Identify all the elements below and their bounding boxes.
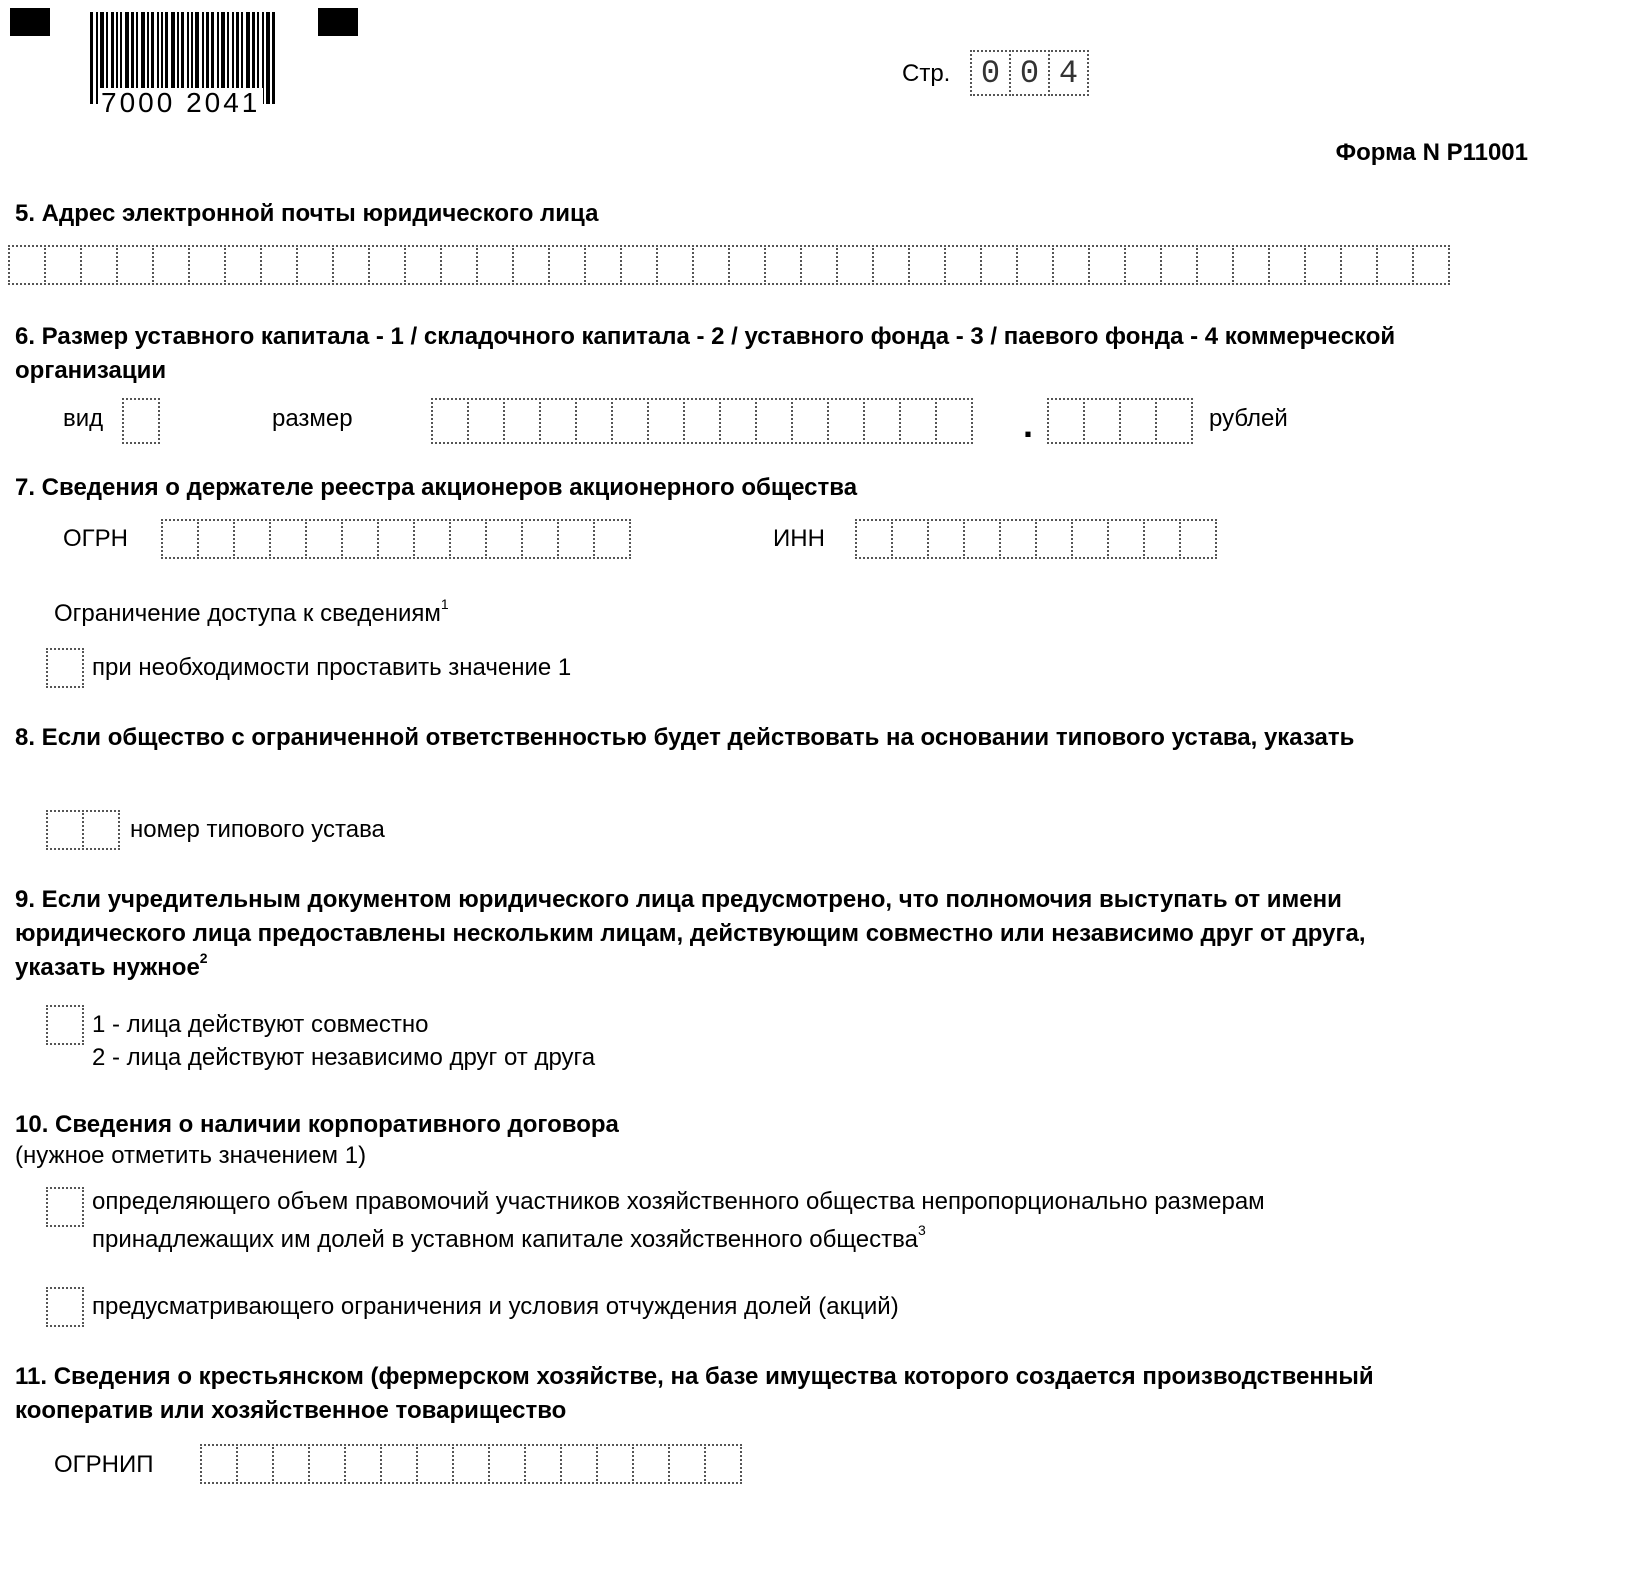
- authority-option-1: 1 - лица действуют совместно: [92, 1011, 429, 1038]
- input-cell[interactable]: [1340, 245, 1378, 285]
- input-cell[interactable]: [632, 1444, 670, 1484]
- input-cell[interactable]: [308, 1444, 346, 1484]
- option-line: принадлежащих им долей в уставном капитале хозяйственного общества: [92, 1226, 918, 1253]
- input-cell[interactable]: [305, 519, 343, 559]
- input-cell[interactable]: [1047, 398, 1085, 444]
- section-11-title: [15, 1360, 1374, 1428]
- capital-size-field[interactable]: [431, 398, 971, 444]
- input-cell[interactable]: [1088, 245, 1126, 285]
- input-cell[interactable]: [1052, 245, 1090, 285]
- capital-kind-label: вид: [63, 405, 104, 432]
- section-10-subtitle: (нужное отметить значением 1): [15, 1142, 367, 1169]
- access-restriction-checkbox[interactable]: [46, 648, 82, 688]
- input-cell[interactable]: [152, 245, 190, 285]
- capital-size-label: размер: [272, 405, 353, 432]
- page-digit-cell: 4: [1048, 50, 1089, 96]
- input-cell[interactable]: [863, 398, 901, 444]
- input-cell[interactable]: [44, 245, 82, 285]
- email-field[interactable]: [8, 245, 1448, 285]
- registration-marker-right: [318, 8, 358, 36]
- ogrn-label: ОГРН: [63, 525, 129, 552]
- input-cell[interactable]: [260, 245, 298, 285]
- input-cell[interactable]: [755, 398, 793, 444]
- input-cell[interactable]: [719, 398, 757, 444]
- input-cell[interactable]: [467, 398, 505, 444]
- form-title: Форма N Р11001: [1335, 139, 1528, 166]
- input-cell[interactable]: [524, 1444, 562, 1484]
- barcode-stripe: [272, 12, 275, 104]
- input-cell[interactable]: [449, 519, 487, 559]
- input-cell[interactable]: [440, 245, 478, 285]
- input-cell[interactable]: [593, 519, 631, 559]
- input-cell[interactable]: [980, 245, 1018, 285]
- input-cell[interactable]: [927, 519, 965, 559]
- input-cell[interactable]: [269, 519, 307, 559]
- input-cell[interactable]: [548, 245, 586, 285]
- input-cell[interactable]: [584, 245, 622, 285]
- inn-label: ИНН: [773, 525, 825, 552]
- input-cell[interactable]: [46, 810, 84, 850]
- input-cell[interactable]: [377, 519, 415, 559]
- input-cell[interactable]: [233, 519, 271, 559]
- input-cell[interactable]: [855, 519, 893, 559]
- input-cell[interactable]: [908, 245, 946, 285]
- corporate-agreement-option-2: предусматривающего ограничения и условия отчуждения долей (акций): [92, 1293, 899, 1320]
- charter-number-field[interactable]: [46, 810, 118, 850]
- section-6-title: [15, 320, 1395, 388]
- access-restriction-label: [54, 597, 449, 631]
- input-cell[interactable]: [200, 1444, 238, 1484]
- input-cell[interactable]: [1016, 245, 1054, 285]
- input-cell[interactable]: [935, 398, 973, 444]
- input-cell[interactable]: [1035, 519, 1073, 559]
- input-cell[interactable]: [647, 398, 685, 444]
- decimal-dot: .: [1023, 404, 1034, 445]
- input-cell[interactable]: [122, 398, 160, 444]
- input-cell[interactable]: [488, 1444, 526, 1484]
- input-cell[interactable]: [82, 810, 120, 850]
- input-cell[interactable]: [1107, 519, 1145, 559]
- charter-number-label: номер типового устава: [130, 816, 385, 843]
- section-9-title-line: 9. Если учредительным документом юридического лица предусмотрено, что полномочия выступать от имени: [15, 886, 1342, 913]
- footnote-marker: 1: [440, 596, 449, 612]
- input-cell[interactable]: [8, 245, 46, 285]
- section-11-title-line: кооператив или хозяйственное товарищество: [15, 1397, 567, 1424]
- corporate-agreement-option-1: [92, 1185, 1265, 1257]
- capital-kopeks-field[interactable]: [1047, 398, 1191, 444]
- input-cell[interactable]: [197, 519, 235, 559]
- input-cell[interactable]: [332, 245, 370, 285]
- inn-field[interactable]: [855, 519, 1215, 559]
- input-cell[interactable]: [80, 245, 118, 285]
- section-7-title: 7. Сведения о держателе реестра акционеров акционерного общества: [15, 474, 858, 501]
- input-cell[interactable]: [1124, 245, 1162, 285]
- input-cell[interactable]: [272, 1444, 310, 1484]
- input-cell[interactable]: [413, 519, 451, 559]
- input-cell[interactable]: [1412, 245, 1450, 285]
- input-cell[interactable]: [368, 245, 406, 285]
- ogrn-field[interactable]: [161, 519, 629, 559]
- input-cell[interactable]: [344, 1444, 382, 1484]
- input-cell[interactable]: [791, 398, 829, 444]
- section-9-title-line: юридического лица предоставлены нескольким лицам, действующим совместно или независимо друг от друга,: [15, 920, 1366, 947]
- input-cell[interactable]: [1196, 245, 1234, 285]
- input-cell[interactable]: [46, 1287, 84, 1327]
- input-cell[interactable]: [521, 519, 559, 559]
- input-cell[interactable]: [656, 245, 694, 285]
- page-number-cells: [970, 50, 1087, 96]
- input-cell[interactable]: [404, 245, 442, 285]
- section-6-title-line: организации: [15, 357, 167, 384]
- section-6-title-line: 6. Размер уставного капитала - 1 / складочного капитала - 2 / уставного фонда - 3 / паевого фонда - 4 коммерческой: [15, 323, 1396, 350]
- barcode-stripe: [90, 12, 93, 104]
- input-cell[interactable]: [161, 519, 199, 559]
- input-cell[interactable]: [1268, 245, 1306, 285]
- input-cell[interactable]: [416, 1444, 454, 1484]
- input-cell[interactable]: [1071, 519, 1109, 559]
- input-cell[interactable]: [596, 1444, 634, 1484]
- input-cell[interactable]: [485, 519, 523, 559]
- input-cell[interactable]: [620, 245, 658, 285]
- input-cell[interactable]: [431, 398, 469, 444]
- section-9-title: [15, 883, 1365, 985]
- input-cell[interactable]: [512, 245, 550, 285]
- input-cell[interactable]: [557, 519, 595, 559]
- input-cell[interactable]: [1155, 398, 1193, 444]
- input-cell[interactable]: [827, 398, 865, 444]
- input-cell[interactable]: [575, 398, 613, 444]
- input-cell[interactable]: [1232, 245, 1270, 285]
- input-cell[interactable]: [872, 245, 910, 285]
- input-cell[interactable]: [476, 245, 514, 285]
- input-cell[interactable]: [296, 245, 334, 285]
- barcode-number: 7000 2041: [98, 88, 263, 118]
- input-cell[interactable]: [503, 398, 541, 444]
- input-cell[interactable]: [46, 648, 84, 688]
- page-digit-cell: 0: [970, 50, 1011, 96]
- registration-marker-left: [10, 8, 50, 36]
- authority-mode-field[interactable]: [46, 1005, 82, 1045]
- section-5-title: 5. Адрес электронной почты юридического лица: [15, 200, 599, 227]
- corporate-agreement-checkbox-1[interactable]: [46, 1187, 82, 1227]
- corporate-agreement-checkbox-2[interactable]: [46, 1287, 82, 1327]
- input-cell[interactable]: [668, 1444, 706, 1484]
- input-cell[interactable]: [341, 519, 379, 559]
- input-cell[interactable]: [1160, 245, 1198, 285]
- input-cell[interactable]: [380, 1444, 418, 1484]
- input-cell[interactable]: [539, 398, 577, 444]
- input-cell[interactable]: [899, 398, 937, 444]
- page-digit-cell: 0: [1009, 50, 1050, 96]
- access-restriction-hint: при необходимости проставить значение 1: [92, 654, 572, 681]
- input-cell[interactable]: [611, 398, 649, 444]
- input-cell[interactable]: [1143, 519, 1181, 559]
- input-cell[interactable]: [116, 245, 154, 285]
- input-cell[interactable]: [692, 245, 730, 285]
- input-cell[interactable]: [999, 519, 1037, 559]
- input-cell[interactable]: [836, 245, 874, 285]
- section-11-title-line: 11. Сведения о крестьянском (фермерском хозяйстве, на базе имущества которого создается производственный: [15, 1363, 1374, 1390]
- option-line: определяющего объем правомочий участников хозяйственного общества непропорционально размерам: [92, 1188, 1265, 1215]
- section-10-title: 10. Сведения о наличии корпоративного договора: [15, 1111, 619, 1138]
- ogrnip-label: ОГРНИП: [54, 1451, 154, 1478]
- input-cell[interactable]: [764, 245, 802, 285]
- section-9-title-line: указать нужное: [15, 954, 200, 981]
- input-cell[interactable]: [1376, 245, 1414, 285]
- input-cell[interactable]: [46, 1187, 84, 1227]
- section-8-title: 8. Если общество с ограниченной ответственностью будет действовать на основании типового устава, указать: [15, 724, 1355, 751]
- input-cell[interactable]: [1304, 245, 1342, 285]
- input-cell[interactable]: [800, 245, 838, 285]
- footnote-marker: 3: [917, 1222, 926, 1238]
- input-cell[interactable]: [1119, 398, 1157, 444]
- input-cell[interactable]: [1083, 398, 1121, 444]
- input-cell[interactable]: [560, 1444, 598, 1484]
- capital-kind-field[interactable]: [122, 398, 158, 444]
- currency-label: рублей: [1209, 405, 1288, 432]
- authority-option-2: 2 - лица действуют независимо друг от друга: [92, 1044, 596, 1071]
- barcode-stripe: [266, 12, 270, 104]
- page-label: Стр.: [902, 60, 951, 87]
- input-cell[interactable]: [704, 1444, 742, 1484]
- input-cell[interactable]: [46, 1005, 84, 1045]
- input-cell[interactable]: [683, 398, 721, 444]
- input-cell[interactable]: [963, 519, 1001, 559]
- input-cell[interactable]: [224, 245, 262, 285]
- input-cell[interactable]: [188, 245, 226, 285]
- input-cell[interactable]: [891, 519, 929, 559]
- input-cell[interactable]: [1179, 519, 1217, 559]
- input-cell[interactable]: [728, 245, 766, 285]
- input-cell[interactable]: [236, 1444, 274, 1484]
- footnote-marker: 2: [199, 950, 208, 966]
- access-restriction-text: Ограничение доступа к сведениям: [54, 600, 441, 627]
- input-cell[interactable]: [944, 245, 982, 285]
- ogrnip-field[interactable]: [200, 1444, 740, 1484]
- input-cell[interactable]: [452, 1444, 490, 1484]
